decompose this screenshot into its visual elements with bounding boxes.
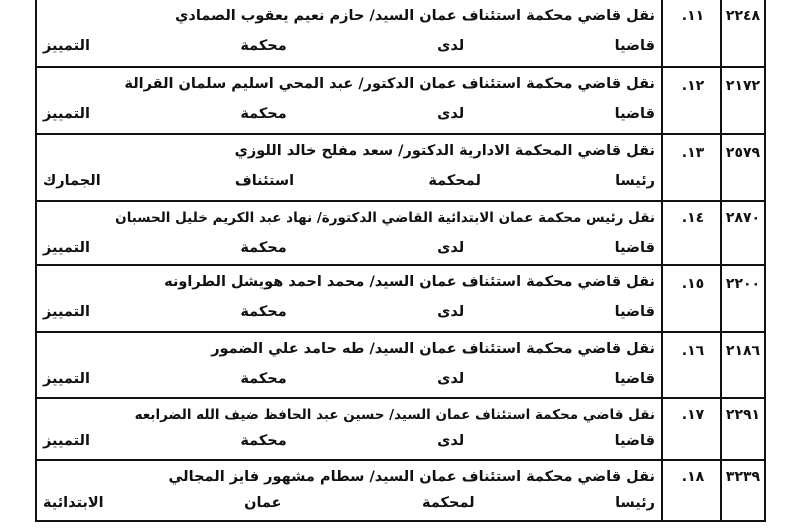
item-index: ١٥.	[681, 276, 705, 292]
decision-line-1: نقل قاضي محكمة استئناف عمان السيد/ حازم نعيم يعقوب الصمادي	[175, 8, 655, 24]
decision-line-2: رئيسا لمحكمة استئناف الجمارك	[43, 173, 655, 189]
item-index: ١٣.	[681, 145, 705, 161]
record-number: ٢٢٠٠	[725, 276, 761, 292]
table-row	[37, 266, 764, 333]
decision-line-1: نقل قاضي المحكمة الادارية الدكتور/ سعد مفلح خالد اللوزي	[234, 143, 655, 159]
decision-text	[37, 202, 661, 266]
table-row	[37, 333, 764, 399]
decision-line-1: نقل قاضي محكمة استئناف عمان السيد/ حسين عبد الحافظ ضيف الله الضرابعه	[134, 407, 655, 423]
item-index: ١٤.	[681, 210, 705, 226]
table-row	[37, 0, 764, 68]
decision-text	[37, 266, 661, 333]
table-row	[37, 68, 764, 135]
item-index: ١١.	[681, 8, 705, 24]
record-number: ٢٥٧٩	[725, 145, 761, 161]
record-number: ٢٢٩١	[725, 407, 761, 423]
decision-line-2: قاضيا لدى محكمة التمييز	[43, 106, 655, 122]
decision-line-2: رئيسا لمحكمة عمان الابتدائية	[43, 495, 655, 511]
decision-line-2: قاضيا لدى محكمة التمييز	[43, 304, 655, 320]
decision-line-2: قاضيا لدى محكمة التمييز	[43, 38, 655, 54]
record-number: ٢٨٧٠	[725, 210, 761, 226]
table-row	[37, 135, 764, 202]
item-index: ١٦.	[681, 343, 705, 359]
decision-text	[37, 0, 661, 68]
decision-line-1: نقل قاضي محكمة استئناف عمان السيد/ محمد احمد هويشل الطراونه	[164, 274, 655, 290]
decision-line-2: قاضيا لدى محكمة التمييز	[43, 433, 655, 449]
decision-text	[37, 68, 661, 135]
item-index: ١٨.	[681, 469, 705, 485]
item-index: ١٧.	[681, 407, 705, 423]
record-number: ٢١٨٦	[725, 343, 761, 359]
item-index: ١٢.	[681, 78, 705, 94]
table-row	[37, 399, 764, 461]
decision-line-1: نقل قاضي محكمة استئناف عمان الدكتور/ عبد المحي اسليم سلمان القرالة	[124, 76, 655, 92]
decision-text	[37, 333, 661, 399]
decision-line-1: نقل قاضي محكمة استئناف عمان السيد/ سطام مشهور فايز المجالي	[168, 469, 655, 485]
table-row	[37, 202, 764, 266]
record-number: ٢٢٤٨	[725, 8, 761, 24]
decision-line-2: قاضيا لدى محكمة التمييز	[43, 371, 655, 387]
decision-text	[37, 399, 661, 461]
decision-line-1: نقل قاضي محكمة استئناف عمان السيد/ طه حامد علي الضمور	[211, 341, 655, 357]
decision-text	[37, 461, 661, 522]
record-number: ٢١٧٢	[725, 78, 761, 94]
decision-text	[37, 135, 661, 202]
record-number: ٣٢٣٩	[725, 469, 761, 485]
row-border	[37, 520, 764, 522]
decision-line-2: قاضيا لدى محكمة التمييز	[43, 240, 655, 256]
decision-line-1: نقل رئيس محكمة عمان الابتدائية القاضي الدكتورة/ نهاد عبد الكريم خليل الحسبان	[115, 210, 655, 226]
decisions-table	[35, 0, 766, 522]
table-row	[37, 461, 764, 522]
